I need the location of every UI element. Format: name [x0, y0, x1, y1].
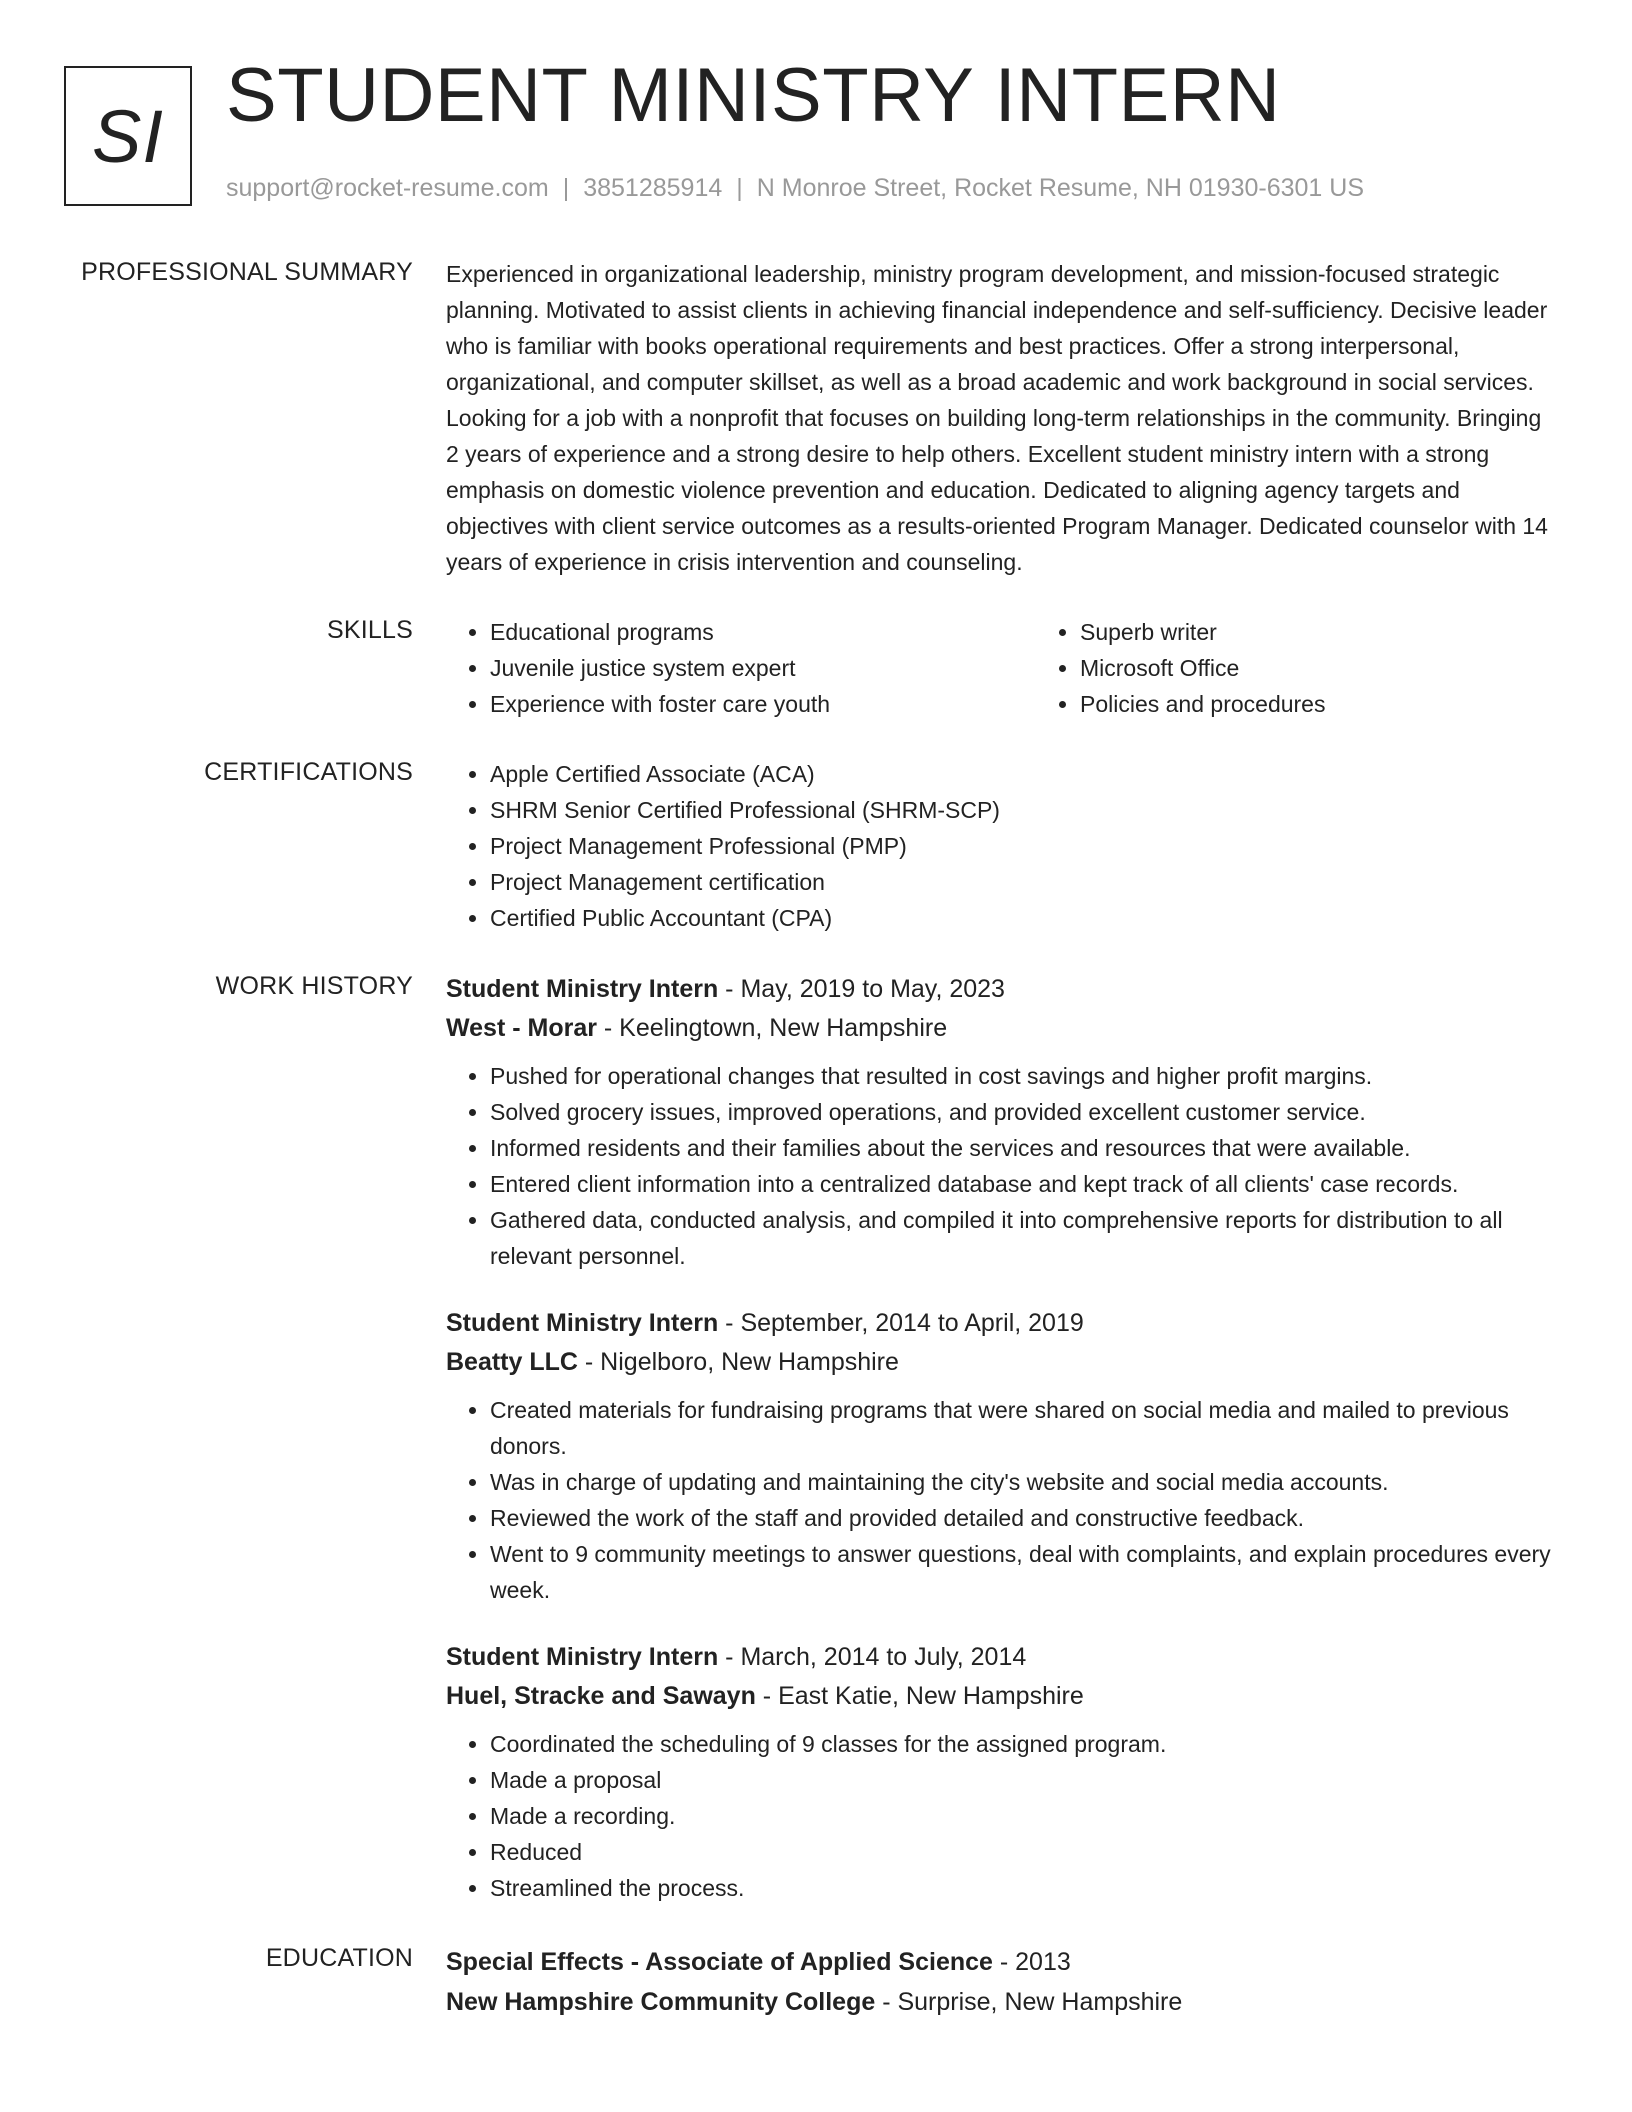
job-bullet: • Went to 9 community meetings to answer questions, deal with complaints, and explain procedures every week. — [490, 1536, 1556, 1608]
skills-list-right — [1036, 614, 1626, 722]
monogram-box — [64, 66, 192, 206]
skill-item: • Microsoft Office — [1080, 650, 1626, 686]
job-dates: - May, 2019 to May, 2023 — [718, 975, 1005, 1003]
job-title: Student Ministry Intern — [446, 975, 719, 1003]
job-title: Student Ministry Intern — [446, 1309, 719, 1337]
job-bullet: • Solved grocery issues, improved operations, and provided excellent customer service. — [490, 1094, 1556, 1130]
job-bullet: • Made a recording. — [490, 1798, 1556, 1834]
job-entry — [446, 1638, 1556, 1906]
skills-label: SKILLS — [327, 616, 413, 644]
certification-item: • Certified Public Accountant (CPA) — [490, 900, 1556, 936]
job-bullet: • Was in charge of updating and maintaining the city's website and social media accounts. — [490, 1464, 1556, 1500]
contact-separator: | — [736, 174, 743, 202]
page-title: STUDENT MINISTRY INTERN — [226, 53, 1281, 138]
job-title: Student Ministry Intern — [446, 1643, 719, 1671]
job-company: Beatty LLC — [446, 1348, 578, 1376]
certification-item: • Project Management Professional (PMP) — [490, 828, 1556, 864]
skill-item: • Superb writer — [1080, 614, 1626, 650]
job-bullet: • Made a proposal — [490, 1762, 1556, 1798]
contact-address: N Monroe Street, Rocket Resume, NH 01930-6301 US — [756, 174, 1364, 202]
job-location: - Keelingtown, New Hampshire — [596, 1014, 948, 1042]
summary-section — [0, 256, 1632, 580]
skills-list-left — [446, 614, 1036, 722]
job-bullet: • Reduced — [490, 1834, 1556, 1870]
job-bullet: • Streamlined the process. — [490, 1870, 1556, 1906]
skill-item: • Educational programs — [490, 614, 1036, 650]
certification-item: • Project Management certification — [490, 864, 1556, 900]
work-history-section — [0, 970, 1632, 1936]
job-dates: - September, 2014 to April, 2019 — [718, 1309, 1084, 1337]
skill-item: • Policies and procedures — [1080, 686, 1626, 722]
job-bullets — [446, 1392, 1556, 1608]
certification-item: • SHRM Senior Certified Professional (SHRM-SCP) — [490, 792, 1556, 828]
skill-item: • Experience with foster care youth — [490, 686, 1036, 722]
summary-label: PROFESSIONAL SUMMARY — [81, 258, 413, 286]
job-bullet: • Entered client information into a centralized database and kept track of all clients' case records. — [490, 1166, 1556, 1202]
job-company: West - Morar — [446, 1014, 597, 1042]
job-bullet: • Created materials for fundraising programs that were shared on social media and mailed to previous donors. — [490, 1392, 1556, 1464]
job-entry — [446, 970, 1556, 1274]
resume-content — [0, 256, 1632, 2056]
job-bullet: • Coordinated the scheduling of 9 classes for the assigned program. — [490, 1726, 1556, 1762]
job-entry — [446, 1304, 1556, 1608]
contact-separator: | — [562, 174, 570, 202]
certifications-list — [446, 756, 1556, 936]
education-year: - 2013 — [992, 1948, 1071, 1976]
contact-line — [226, 174, 1364, 203]
education-degree: Special Effects - Associate of Applied Science — [446, 1948, 993, 1976]
job-location: - Nigelboro, New Hampshire — [577, 1348, 899, 1376]
job-bullet: • Informed residents and their families about the services and resources that were available. — [490, 1130, 1556, 1166]
education-section — [0, 1942, 1632, 2022]
job-company: Huel, Stracke and Sawayn — [446, 1682, 756, 1710]
monogram-initials: SI — [92, 94, 164, 178]
job-location: - East Katie, New Hampshire — [755, 1682, 1084, 1710]
work-history-label: WORK HISTORY — [215, 972, 413, 1000]
education-location: - Surprise, New Hampshire — [875, 1988, 1183, 2016]
job-bullet: • Pushed for operational changes that resulted in cost savings and higher profit margins. — [490, 1058, 1556, 1094]
contact-phone: 3851285914 — [583, 174, 723, 202]
certifications-label: CERTIFICATIONS — [204, 758, 413, 786]
job-bullet: • Gathered data, conducted analysis, and compiled it into comprehensive reports for distribution to all relevant personnel. — [490, 1202, 1556, 1274]
summary-text: Experienced in organizational leadership, ministry program development, and mission-focused strategic planning. Motivated to assist clients in achieving financial independence and self-sufficiency. Decisive leader who is familiar with books operational requirements and best practices. Offer a strong interpersonal, organizational, and computer skillset, as well as a broad academic and work background in social services. Looking for a job with a nonprofit that focuses on building long-term relationships in the community. Bringing 2 years of experience and a strong desire to help others. Excellent student ministry intern with a strong emphasis on domestic violence prevention and education. Dedicated to aligning agency targets and objectives with client service outcomes as a results-oriented Program Manager. Dedicated counselor with 14 years of experience in crisis intervention and counseling. — [446, 261, 1548, 575]
skills-section — [0, 614, 1632, 722]
skill-item: • Juvenile justice system expert — [490, 650, 1036, 686]
job-bullets — [446, 1726, 1556, 1906]
education-school: New Hampshire Community College — [446, 1988, 876, 2016]
job-bullets — [446, 1058, 1556, 1274]
certification-item: • Apple Certified Associate (ACA) — [490, 756, 1556, 792]
certifications-section — [0, 756, 1632, 936]
contact-email: support@rocket-resume.com — [226, 174, 549, 202]
job-dates: - March, 2014 to July, 2014 — [718, 1643, 1027, 1671]
job-bullet: • Reviewed the work of the staff and provided detailed and constructive feedback. — [490, 1500, 1556, 1536]
education-label: EDUCATION — [265, 1944, 413, 1972]
